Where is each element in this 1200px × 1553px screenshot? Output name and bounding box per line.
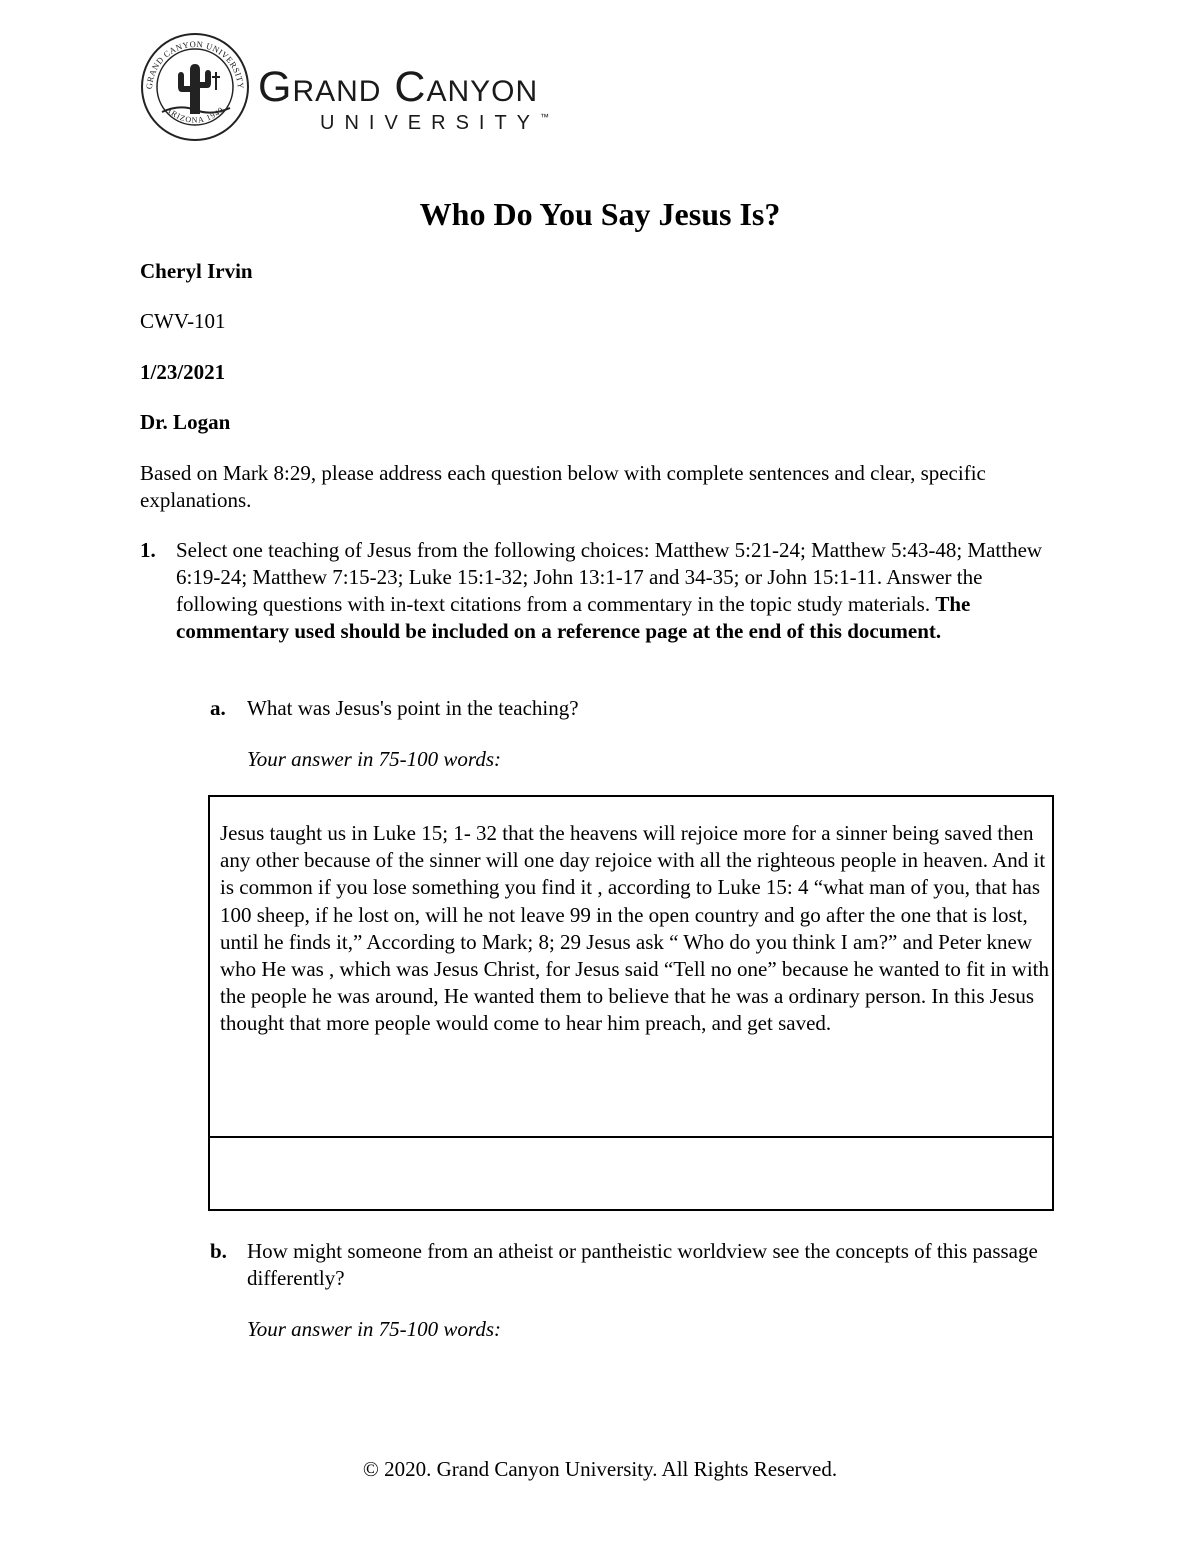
answer-text-a[interactable]: Jesus taught us in Luke 15; 1- 32 that the heavens will rejoice more for a sinner being saved then any other because of the sinner will one day rejoice with all the righteous people in heaven. And it is common if you lose something you find it , according to Luke 15: 4 “what man of you, that has 100 sheep, if he lost on, will he not leave 99 in the open country and go after the one that is lost, until he finds it,” According to Mark; 8; 29 Jesus ask “ Who do you think I am?” and Peter knew who He was , which was Jesus Christ, for Jesus said “Tell no one” because he wanted to fit in with the people he was around, He wanted them to believe that he was a ordinary person. In this Jesus thought that more people would come to hear him preach, and get saved. <box>220 821 1050 1036</box>
document-title: Who Do You Say Jesus Is? <box>419 196 781 232</box>
svg-text:ARIZONA 1949: ARIZONA 1949 <box>164 104 226 125</box>
university-subtitle-logo: UNIVERSITY™ <box>320 112 550 134</box>
course-code: CWV-101 <box>140 309 226 333</box>
answer-prompt-b: Your answer in 75-100 words: <box>247 1317 501 1341</box>
university-name-logo: Grand Canyon <box>258 63 539 111</box>
answer-box-divider <box>208 1136 1054 1138</box>
copyright-footer: © 2020. Grand Canyon University. All Rights Reserved. <box>362 1457 838 1481</box>
question-1-text: Select one teaching of Jesus from the following choices: Matthew 5:21-24; Matthew 5:43-48; Matthew 6:19-24; Matthew 7:15-23; Luke 15:1-32; John 13:1-17 and 34-35; or John 15:1-11. Answer the following questions with in-text citations from a commentary in the topic study materials. The commentary used should be included on a reference page at the end of this document. <box>176 538 1043 643</box>
sub-question-b-text: How might someone from an atheist or pantheistic worldview see the concepts of this passage differently? <box>247 1239 1038 1290</box>
svg-text:GRAND CANYON UNIVERSITY: GRAND CANYON UNIVERSITY <box>143 38 247 90</box>
instructor-name: Dr. Logan <box>140 410 231 434</box>
instructions-paragraph: Based on Mark 8:29, please address each question below with complete sentences and clear, specific explanations. <box>140 461 986 512</box>
question-number: 1. <box>140 538 156 562</box>
answer-prompt-a: Your answer in 75-100 words: <box>247 747 501 771</box>
sub-question-a-letter: a. <box>210 696 226 720</box>
university-seal-logo <box>140 32 250 142</box>
student-name: Cheryl Irvin <box>140 259 253 283</box>
question-1-bold-note: The commentary used should be included on a reference page at the end of this document. <box>176 592 971 643</box>
sub-question-a-text: What was Jesus's point in the teaching? <box>247 696 579 720</box>
sub-question-b-letter: b. <box>210 1239 227 1263</box>
submission-date: 1/23/2021 <box>140 360 226 384</box>
